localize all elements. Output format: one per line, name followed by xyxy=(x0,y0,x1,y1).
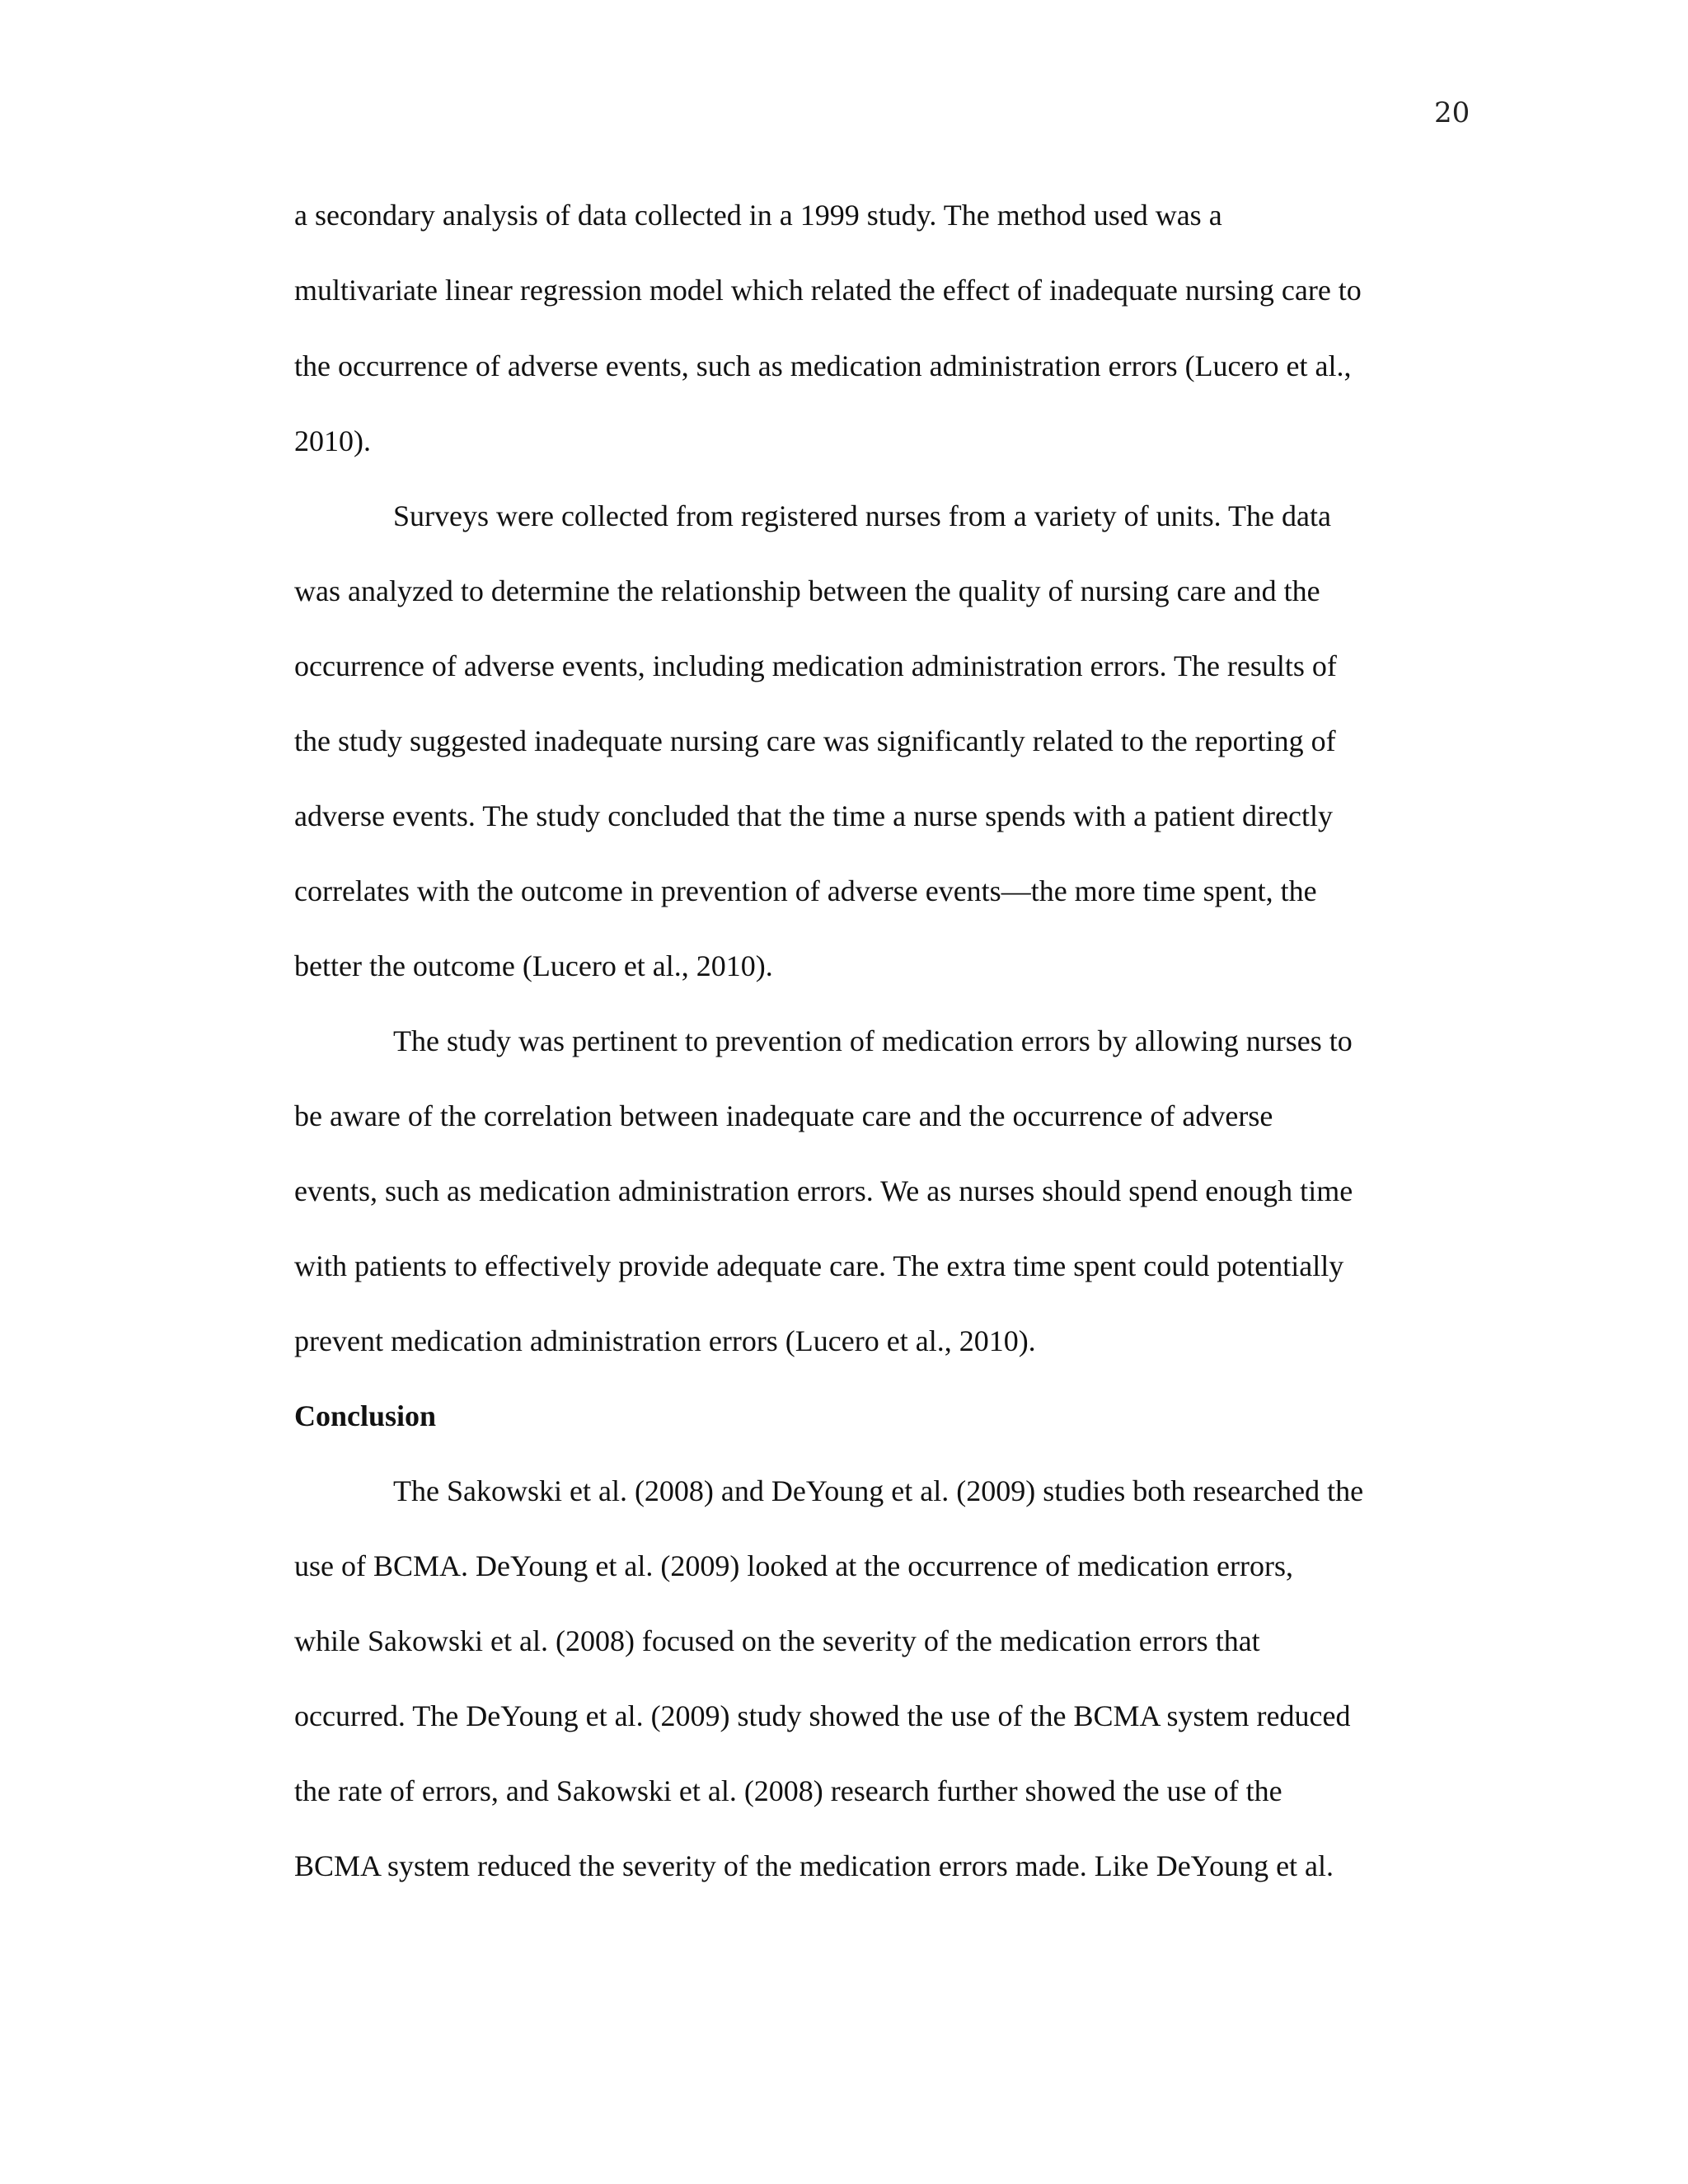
text-line: with patients to effectively provide adequate care. The extra time spent could potentially xyxy=(294,1249,1344,1282)
text-line: adverse events. The study concluded that the time a nurse spends with a patient directly xyxy=(294,799,1333,832)
text-line: was analyzed to determine the relationship between the quality of nursing care and the xyxy=(294,574,1320,607)
text-line: better the outcome (Lucero et al., 2010). xyxy=(294,949,773,982)
text-line: events, such as medication administration errors. We as nurses should spend enough time xyxy=(294,1174,1353,1207)
text-line: a secondary analysis of data collected in a 1999 study. The method used was a xyxy=(294,199,1222,232)
text-line: occurred. The DeYoung et al. (2009) study showed the use of the BCMA system reduced xyxy=(294,1699,1351,1732)
text-line: The Sakowski et al. (2008) and DeYoung et al. (2009) studies both researched the xyxy=(393,1474,1364,1507)
text-line: multivariate linear regression model which related the effect of inadequate nursing care to xyxy=(294,274,1362,307)
text-line: use of BCMA. DeYoung et al. (2009) looked at the occurrence of medication errors, xyxy=(294,1549,1294,1582)
text-line: Surveys were collected from registered nurses from a variety of units. The data xyxy=(393,499,1331,532)
text-line: the study suggested inadequate nursing care was significantly related to the reporting of xyxy=(294,724,1336,757)
text-line: the rate of errors, and Sakowski et al. (2008) research further showed the use of the xyxy=(294,1774,1282,1807)
text-line: correlates with the outcome in prevention of adverse events—the more time spent, the xyxy=(294,874,1317,907)
text-line: 2010). xyxy=(294,424,371,457)
text-line: occurrence of adverse events, including medication administration errors. The results of xyxy=(294,649,1337,682)
text-line: while Sakowski et al. (2008) focused on the severity of the medication errors that xyxy=(294,1624,1260,1657)
text-line: BCMA system reduced the severity of the medication errors made. Like DeYoung et al. xyxy=(294,1849,1334,1882)
text-line: The study was pertinent to prevention of medication errors by allowing nurses to xyxy=(393,1024,1353,1057)
text-line: prevent medication administration errors (Lucero et al., 2010). xyxy=(294,1324,1036,1357)
section-heading: Conclusion xyxy=(294,1399,437,1432)
text-line: the occurrence of adverse events, such as medication administration errors (Lucero et al., xyxy=(294,349,1352,382)
text-line: be aware of the correlation between inadequate care and the occurrence of adverse xyxy=(294,1099,1273,1132)
page-number: 20 xyxy=(1434,96,1470,129)
